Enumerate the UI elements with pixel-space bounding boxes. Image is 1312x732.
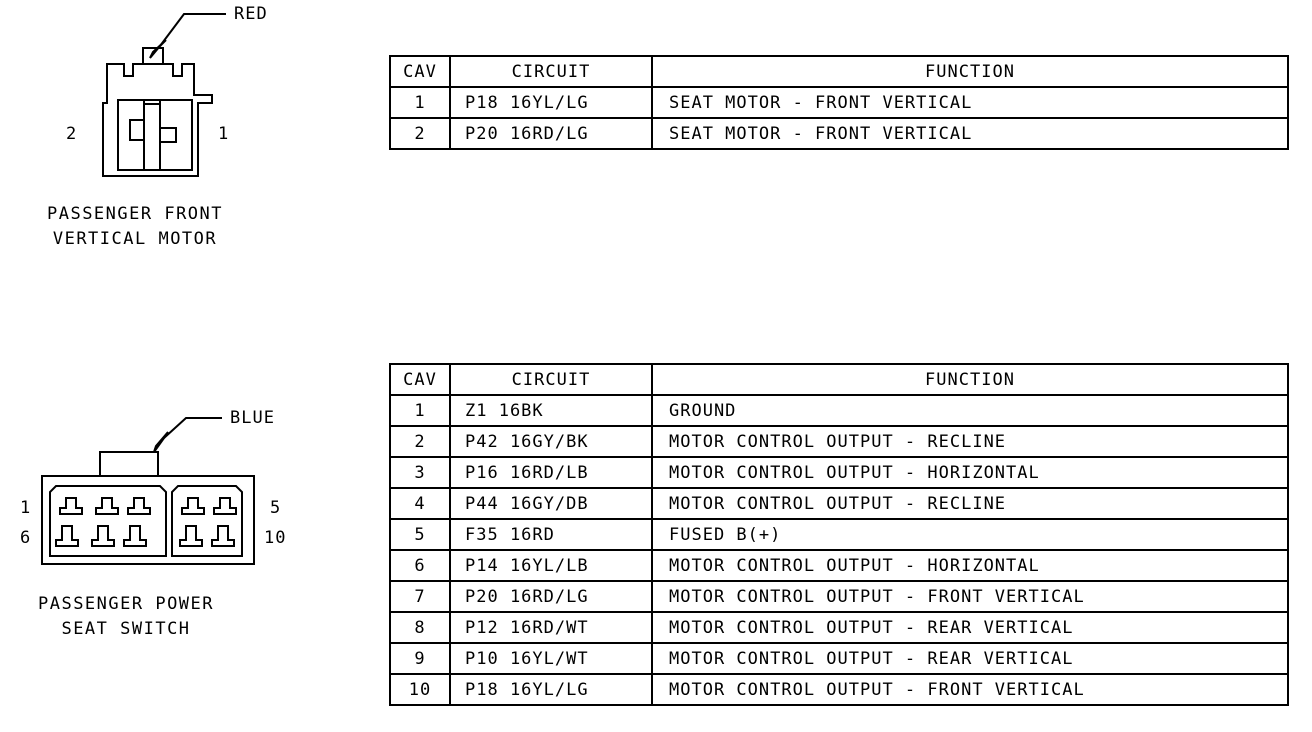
cell-cav: 1 <box>390 87 450 118</box>
blue-callout-leader <box>164 418 222 438</box>
cell-circuit: P42 16GY/BK <box>450 426 652 457</box>
cell-circuit: P16 16RD/LB <box>450 457 652 488</box>
vertical-motor-caption-line1: PASSENGER FRONT <box>46 204 224 224</box>
cell-function: MOTOR CONTROL OUTPUT - REAR VERTICAL <box>652 643 1288 674</box>
header-cav: CAV <box>390 364 450 395</box>
table-row <box>390 643 1288 674</box>
seat-switch-pinout-table <box>389 363 1289 706</box>
header-circuit: CIRCUIT <box>450 364 652 395</box>
cell-circuit: Z1 16BK <box>450 395 652 426</box>
cell-function: MOTOR CONTROL OUTPUT - RECLINE <box>652 426 1288 457</box>
cell-function: MOTOR CONTROL OUTPUT - HORIZONTAL <box>652 550 1288 581</box>
cell-function: MOTOR CONTROL OUTPUT - REAR VERTICAL <box>652 612 1288 643</box>
cell-circuit: P44 16GY/DB <box>450 488 652 519</box>
cell-cav: 7 <box>390 581 450 612</box>
cell-cav: 5 <box>390 519 450 550</box>
table-row <box>390 519 1288 550</box>
cell-cav: 4 <box>390 488 450 519</box>
cell-cav: 3 <box>390 457 450 488</box>
pin-label-2: 2 <box>66 124 78 144</box>
cell-circuit: P18 16YL/LG <box>450 674 652 705</box>
cell-function: FUSED B(+) <box>652 519 1288 550</box>
table-row <box>390 581 1288 612</box>
cell-cav: 8 <box>390 612 450 643</box>
table-row <box>390 426 1288 457</box>
cell-function: MOTOR CONTROL OUTPUT - HORIZONTAL <box>652 457 1288 488</box>
seat-switch-connector-body <box>42 476 254 564</box>
table-row <box>390 612 1288 643</box>
header-function: FUNCTION <box>652 364 1288 395</box>
table-row <box>390 488 1288 519</box>
cell-circuit: F35 16RD <box>450 519 652 550</box>
cell-cav: 2 <box>390 118 450 149</box>
cell-function: SEAT MOTOR - FRONT VERTICAL <box>652 118 1288 149</box>
pin-label-10: 10 <box>264 528 287 548</box>
cell-cav: 1 <box>390 395 450 426</box>
header-function: FUNCTION <box>652 56 1288 87</box>
pin-label-1: 1 <box>20 498 32 518</box>
table-row <box>390 457 1288 488</box>
cell-circuit: P12 16RD/WT <box>450 612 652 643</box>
cell-circuit: P18 16YL/LG <box>450 87 652 118</box>
header-circuit: CIRCUIT <box>450 56 652 87</box>
cell-cav: 9 <box>390 643 450 674</box>
cell-circuit: P10 16YL/WT <box>450 643 652 674</box>
seat-switch-caption-line2: SEAT SWITCH <box>61 619 191 639</box>
table-header-row <box>390 364 1288 395</box>
blue-callout-label: BLUE <box>230 408 275 428</box>
cell-circuit: P20 16RD/LG <box>450 118 652 149</box>
table-row <box>390 550 1288 581</box>
cell-cav: 6 <box>390 550 450 581</box>
cell-cav: 2 <box>390 426 450 457</box>
pin-label-1: 1 <box>218 124 230 144</box>
cell-function: GROUND <box>652 395 1288 426</box>
pin-label-5: 5 <box>270 498 282 518</box>
cell-function: MOTOR CONTROL OUTPUT - FRONT VERTICAL <box>652 581 1288 612</box>
header-cav: CAV <box>390 56 450 87</box>
red-callout-label: RED <box>234 4 268 24</box>
seat-switch-caption-line1: PASSENGER POWER <box>37 594 215 614</box>
pin-label-6: 6 <box>20 528 32 548</box>
cell-function: MOTOR CONTROL OUTPUT - RECLINE <box>652 488 1288 519</box>
table-row <box>390 395 1288 426</box>
cell-circuit: P14 16YL/LB <box>450 550 652 581</box>
cell-function: SEAT MOTOR - FRONT VERTICAL <box>652 87 1288 118</box>
table-row <box>390 674 1288 705</box>
cell-circuit: P20 16RD/LG <box>450 581 652 612</box>
cell-function: MOTOR CONTROL OUTPUT - FRONT VERTICAL <box>652 674 1288 705</box>
seat-switch-caption <box>20 592 232 642</box>
vertical-motor-caption-line2: VERTICAL MOTOR <box>52 229 218 249</box>
cell-cav: 10 <box>390 674 450 705</box>
blue-callout-arrowhead <box>154 432 168 452</box>
